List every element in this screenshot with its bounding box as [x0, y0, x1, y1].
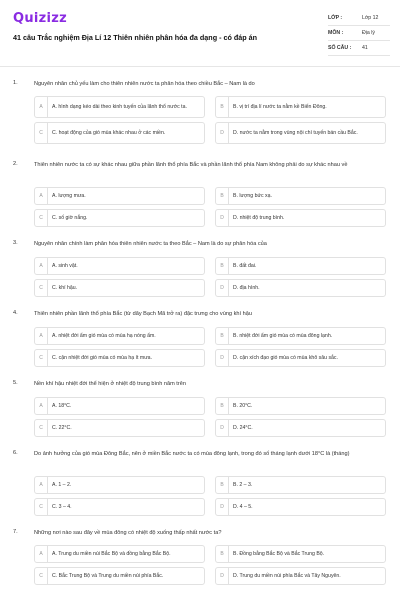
- option-b[interactable]: [215, 476, 386, 494]
- question-number: 3.: [13, 240, 18, 246]
- option-letter: C: [35, 420, 48, 436]
- option-text: D. Trung du miền núi phía Bắc và Tây Nguyên.: [233, 572, 341, 579]
- question-text: Nền khí hậu nhiệt đới thể hiện ở nhiệt độ trung bình năm trên: [34, 381, 186, 387]
- option-text: A. Trung du miền núi Bắc Bộ và đồng bằng Bắc Bộ.: [52, 550, 171, 557]
- meta-value: Địa lý: [362, 30, 375, 36]
- question-number: 6.: [13, 450, 18, 456]
- option-c[interactable]: [34, 349, 205, 367]
- option-letter: C: [35, 350, 48, 366]
- option-letter: A: [35, 477, 48, 493]
- option-text: A. sinh vật.: [52, 262, 78, 269]
- option-text: D. nước ta nằm trong vùng nội chí tuyến bán cầu Bắc.: [233, 129, 358, 136]
- option-text: A. 1 – 2.: [52, 481, 72, 488]
- option-letter: D: [216, 210, 229, 226]
- question-number: 2.: [13, 161, 18, 167]
- option-a[interactable]: [34, 476, 205, 494]
- option-a[interactable]: [34, 96, 205, 118]
- option-letter: A: [35, 258, 48, 274]
- option-text: D. 24°C.: [233, 424, 253, 431]
- option-text: B. vị trí địa lí nước ta nằm kề Biển Đông.: [233, 103, 327, 110]
- option-c[interactable]: [34, 419, 205, 437]
- option-d[interactable]: [215, 122, 386, 144]
- option-text: C. khí hậu.: [52, 284, 78, 291]
- option-letter: B: [216, 188, 229, 204]
- option-c[interactable]: [34, 209, 205, 227]
- option-text: C. 3 – 4.: [52, 503, 72, 510]
- document-title: 41 câu Trắc nghiệm Địa Lí 12 Thiên nhiên phân hóa đa dạng - có đáp án: [13, 33, 258, 42]
- question-text: Do ảnh hưởng của gió mùa Đông Bắc, nên ở miền Bắc nước ta có mùa đông lạnh, trong đó số tháng lạnh dưới 18°C là (tháng): [34, 451, 350, 457]
- meta-label: SỐ CÂU :: [328, 45, 352, 51]
- option-a[interactable]: [34, 545, 205, 563]
- option-letter: C: [35, 499, 48, 515]
- option-letter: B: [216, 477, 229, 493]
- option-letter: C: [35, 123, 48, 143]
- option-text: B. Đồng bằng Bắc Bộ và Bắc Trung Bộ.: [233, 550, 325, 557]
- option-text: D. cận xích đạo gió mùa có mùa khô sâu sắc.: [233, 354, 338, 361]
- option-letter: A: [35, 188, 48, 204]
- option-text: D. địa hình.: [233, 284, 260, 291]
- question-text: Thiên nhiên nước ta có sự khác nhau giữa phần lãnh thổ phía Bắc và phần lãnh thổ phía Nam không phải do sự khác nhau về: [34, 162, 348, 168]
- meta-value: Lớp 12: [362, 15, 379, 21]
- option-b[interactable]: [215, 187, 386, 205]
- meta-row-class: [328, 11, 390, 26]
- option-letter: A: [35, 328, 48, 344]
- option-a[interactable]: [34, 257, 205, 275]
- option-letter: B: [216, 258, 229, 274]
- option-text: C. số giờ nắng.: [52, 214, 88, 221]
- question-number: 5.: [13, 380, 18, 386]
- option-letter: D: [216, 350, 229, 366]
- option-text: B. đất đai.: [233, 262, 257, 269]
- option-text: C. cận nhiệt đới gió mùa có mùa hạ ít mưa.: [52, 354, 153, 361]
- question-text: Những nơi nào sau đây về mùa đông có nhiệt độ xuống thấp nhất nước ta?: [34, 530, 222, 536]
- meta-value: 41: [362, 45, 368, 51]
- option-letter: D: [216, 123, 229, 143]
- option-letter: B: [216, 97, 229, 117]
- option-d[interactable]: [215, 419, 386, 437]
- option-text: A. nhiệt đới ẩm gió mùa có mùa hạ nóng ẩm.: [52, 332, 156, 339]
- option-text: C. Bắc Trung Bộ và Trung du miền núi phía Bắc.: [52, 572, 164, 579]
- option-letter: B: [216, 546, 229, 562]
- document-header: [0, 0, 400, 67]
- option-b[interactable]: [215, 327, 386, 345]
- option-b[interactable]: [215, 257, 386, 275]
- option-letter: D: [216, 568, 229, 584]
- meta-row-count: [328, 41, 390, 56]
- option-letter: D: [216, 499, 229, 515]
- question-number: 4.: [13, 310, 18, 316]
- option-b[interactable]: [215, 397, 386, 415]
- option-text: D. 4 – 5.: [233, 503, 253, 510]
- option-text: C. 22°C.: [52, 424, 72, 431]
- option-a[interactable]: [34, 327, 205, 345]
- meta-label: LỚP :: [328, 15, 343, 21]
- meta-panel: [328, 11, 390, 56]
- option-a[interactable]: [34, 397, 205, 415]
- option-d[interactable]: [215, 209, 386, 227]
- question-text: Thiên nhiên phần lãnh thổ phía Bắc (từ dãy Bạch Mã trở ra) đặc trưng cho vùng khí hậu: [34, 311, 252, 317]
- option-c[interactable]: [34, 498, 205, 516]
- option-text: A. lượng mưa.: [52, 192, 86, 199]
- option-d[interactable]: [215, 567, 386, 585]
- option-c[interactable]: [34, 122, 205, 144]
- option-c[interactable]: [34, 567, 205, 585]
- option-text: B. 2 – 3.: [233, 481, 253, 488]
- option-text: B. 20°C.: [233, 402, 253, 409]
- option-b[interactable]: [215, 545, 386, 563]
- option-letter: B: [216, 328, 229, 344]
- option-c[interactable]: [34, 279, 205, 297]
- option-letter: A: [35, 97, 48, 117]
- option-a[interactable]: [34, 187, 205, 205]
- option-text: D. nhiệt độ trung bình.: [233, 214, 285, 221]
- option-d[interactable]: [215, 279, 386, 297]
- option-text: B. lượng bức xạ.: [233, 192, 272, 199]
- option-text: A. hình dạng kéo dài theo kinh tuyến của lãnh thổ nước ta.: [52, 103, 187, 110]
- option-letter: A: [35, 546, 48, 562]
- option-d[interactable]: [215, 498, 386, 516]
- question-number: 7.: [13, 529, 18, 535]
- option-b[interactable]: [215, 96, 386, 118]
- question-number: 1.: [13, 80, 18, 86]
- option-letter: C: [35, 280, 48, 296]
- meta-row-subject: [328, 26, 390, 41]
- option-text: C. hoạt động của gió mùa khác nhau ở các miền.: [52, 129, 166, 136]
- option-letter: C: [35, 568, 48, 584]
- option-letter: A: [35, 398, 48, 414]
- question-text: Nguyên nhân chủ yếu làm cho thiên nhiên nước ta phân hóa theo chiều Bắc – Nam là do: [34, 81, 255, 87]
- option-text: A. 18°C.: [52, 402, 72, 409]
- quizizz-logo: Quizizz: [13, 11, 68, 26]
- option-letter: B: [216, 398, 229, 414]
- meta-label: MÔN :: [328, 30, 344, 36]
- option-letter: D: [216, 280, 229, 296]
- question-text: Nguyên nhân chính làm phân hóa thiên nhiên nước ta theo Bắc – Nam là do sự phân hóa của: [34, 241, 267, 247]
- option-d[interactable]: [215, 349, 386, 367]
- option-text: B. nhiệt đới ẩm gió mùa có mùa đông lạnh.: [233, 332, 333, 339]
- option-letter: D: [216, 420, 229, 436]
- option-letter: C: [35, 210, 48, 226]
